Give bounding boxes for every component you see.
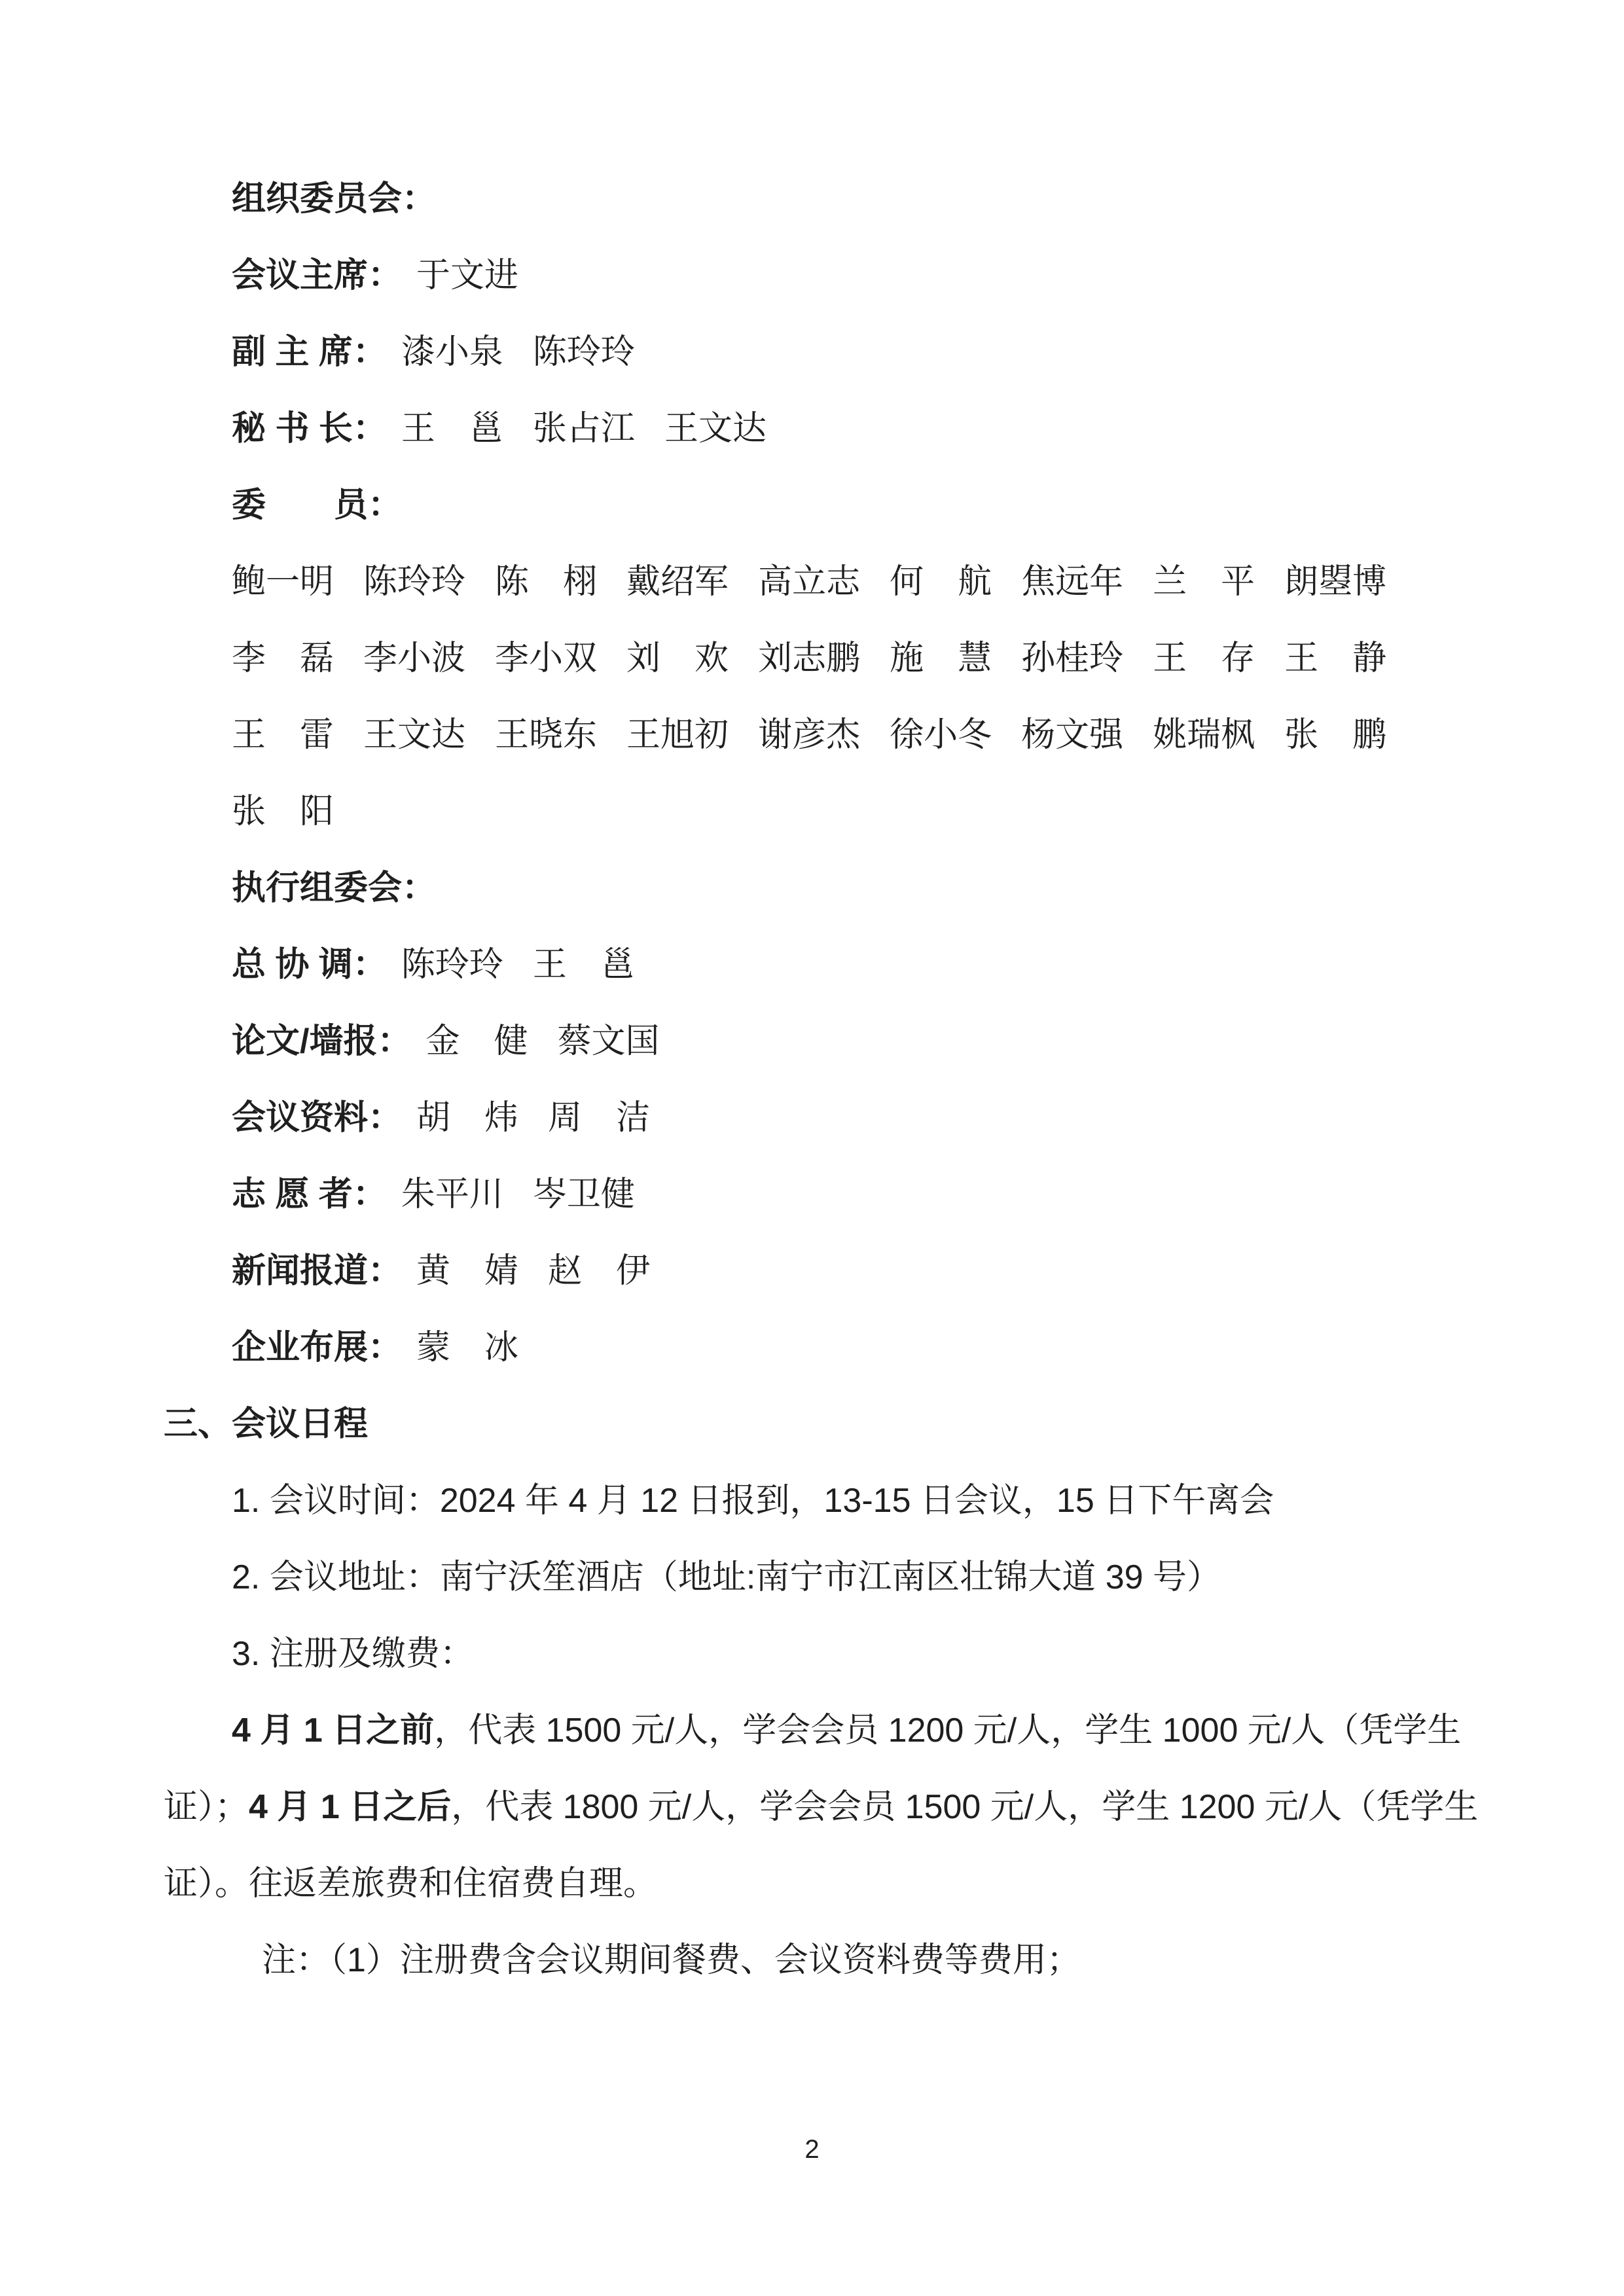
schedule-item-time: 1. 会议时间：2024 年 4 月 12 日报到，13-15 日会议，15 日下午离会 [232,1482,1274,1520]
person-name: 杨文强 [1021,716,1124,754]
row-names-papers-posters [425,1013,659,1062]
person-name: 徐小冬 [890,716,992,754]
person-name: 王 存 [1153,639,1255,677]
page-number: 2 [804,2135,820,2164]
person-name: 蒙 冰 [416,1329,519,1367]
person-name: 陈玲玲 [532,333,635,371]
person-name: 于文进 [416,257,519,295]
person-name: 胡 炜 [416,1099,519,1137]
person-name: 赵 伊 [548,1252,651,1290]
org-members-row-1 [164,540,1460,617]
person-name: 姚瑞枫 [1153,716,1255,754]
person-name: 刘志鹏 [758,639,861,677]
person-name: 戴绍军 [626,563,729,601]
person-name: 蔡文国 [557,1022,660,1060]
row-names-materials [416,1090,650,1139]
schedule-item-registration: 3. 注册及缴费： [232,1635,474,1673]
fee-line-3 [164,1842,1460,1918]
exec-row-volunteers [164,1153,1460,1229]
row-names-coordinator [401,937,635,986]
person-name: 谢彦杰 [758,716,861,754]
row-label-chairman: 会议主席： [232,257,403,295]
text-segment: ，代表 1800 元/人，学会会员 1500 元/人，学生 1200 元/人（凭学生 [451,1788,1479,1826]
person-name: 朗曌博 [1284,563,1387,601]
person-name: 鲍一明 [232,563,334,601]
row-label-coordinator: 总 协 调： [232,946,387,984]
person-name: 张占江 [532,410,635,448]
row-names-news [416,1243,650,1292]
row-label-volunteers: 志 愿 者： [232,1175,387,1213]
row-label-news: 新闻报道： [232,1252,403,1290]
exec-row-materials [164,1076,1460,1153]
fee-line-2 [164,1765,1479,1842]
row-names-volunteers [401,1166,635,1215]
exec-row-exhibition [164,1306,1460,1382]
text-segment: 证）。往返差旅费和住宿费自理。 [164,1865,658,1903]
person-name: 岑卫健 [532,1175,635,1213]
person-name: 王旭初 [626,716,729,754]
person-name: 陈 栩 [495,563,598,601]
person-name: 李小双 [495,639,598,677]
org-members-row-3 [164,693,1460,770]
exec-committee-title: 执行组委会： [232,869,437,907]
text-segment: ，代表 1500 元/人，学会会员 1200 元/人，学生 1000 元/人（凭学生 [434,1712,1462,1749]
row-names-exhibition [416,1319,518,1369]
person-name: 兰 平 [1153,563,1255,601]
person-name: 孙桂玲 [1021,639,1124,677]
person-name: 王 邕 [401,410,503,448]
row-names-secretary-general [401,401,767,450]
person-name: 高立志 [758,563,861,601]
person-name: 李小波 [363,639,466,677]
person-name: 陈玲玲 [363,563,466,601]
row-label-exhibition: 企业布展： [232,1329,403,1367]
org-row-members-label [164,463,1460,540]
person-name: 王 雷 [232,716,334,754]
person-name: 刘 欢 [626,639,729,677]
row-names-vice-chairman [401,324,635,373]
bold-text-segment: 4 月 1 日之后 [249,1788,452,1826]
org-row-secretary-general [164,387,1460,463]
org-committee-title: 组织委员会： [232,180,437,218]
row-label-members: 委 员： [232,486,403,524]
schedule-heading: 三、会议日程 [164,1405,369,1443]
org-members-row-4 [164,770,1460,846]
org-row-chairman [164,234,1460,310]
row-label-papers-posters: 论文/墙报： [232,1022,412,1060]
person-name: 王 静 [1284,639,1387,677]
person-name: 漆小泉 [401,333,503,371]
page-content [164,157,1479,1995]
person-name: 王文达 [664,410,767,448]
person-name: 周 洁 [548,1099,651,1137]
text-segment: 证）； [164,1788,249,1826]
person-name: 焦远年 [1021,563,1124,601]
registration-note: 注：（1）注册费含会议期间餐费、会议资料费等费用； [262,1941,1081,1979]
person-name: 张 鹏 [1284,716,1387,754]
person-name: 金 健 [425,1022,528,1060]
exec-row-papers-posters [164,999,1460,1076]
schedule-item-venue: 2. 会议地址：南宁沃笙酒店（地址:南宁市江南区壮锦大道 39 号） [232,1558,1221,1596]
org-members-row-2 [164,617,1460,693]
exec-row-coordinator [164,923,1460,999]
row-names-chairman [416,247,518,296]
row-label-materials: 会议资料： [232,1099,403,1137]
person-name: 朱平川 [401,1175,503,1213]
person-name: 王晓东 [495,716,598,754]
person-name: 施 慧 [890,639,992,677]
row-label-vice-chairman: 副 主 席： [232,333,387,371]
person-name: 陈玲玲 [401,946,503,984]
person-name: 王 邕 [532,946,635,984]
exec-row-news [164,1229,1460,1306]
row-label-secretary-general: 秘 书 长： [232,410,387,448]
person-name: 王文达 [363,716,466,754]
person-name: 何 航 [890,563,992,601]
org-row-vice-chairman [164,310,1460,387]
person-name: 黄 婧 [416,1252,519,1290]
fee-line-1 [164,1689,1460,1765]
bold-text-segment: 4 月 1 日之前 [232,1712,435,1749]
person-name: 李 磊 [232,639,334,677]
person-name: 张 阳 [232,793,334,831]
